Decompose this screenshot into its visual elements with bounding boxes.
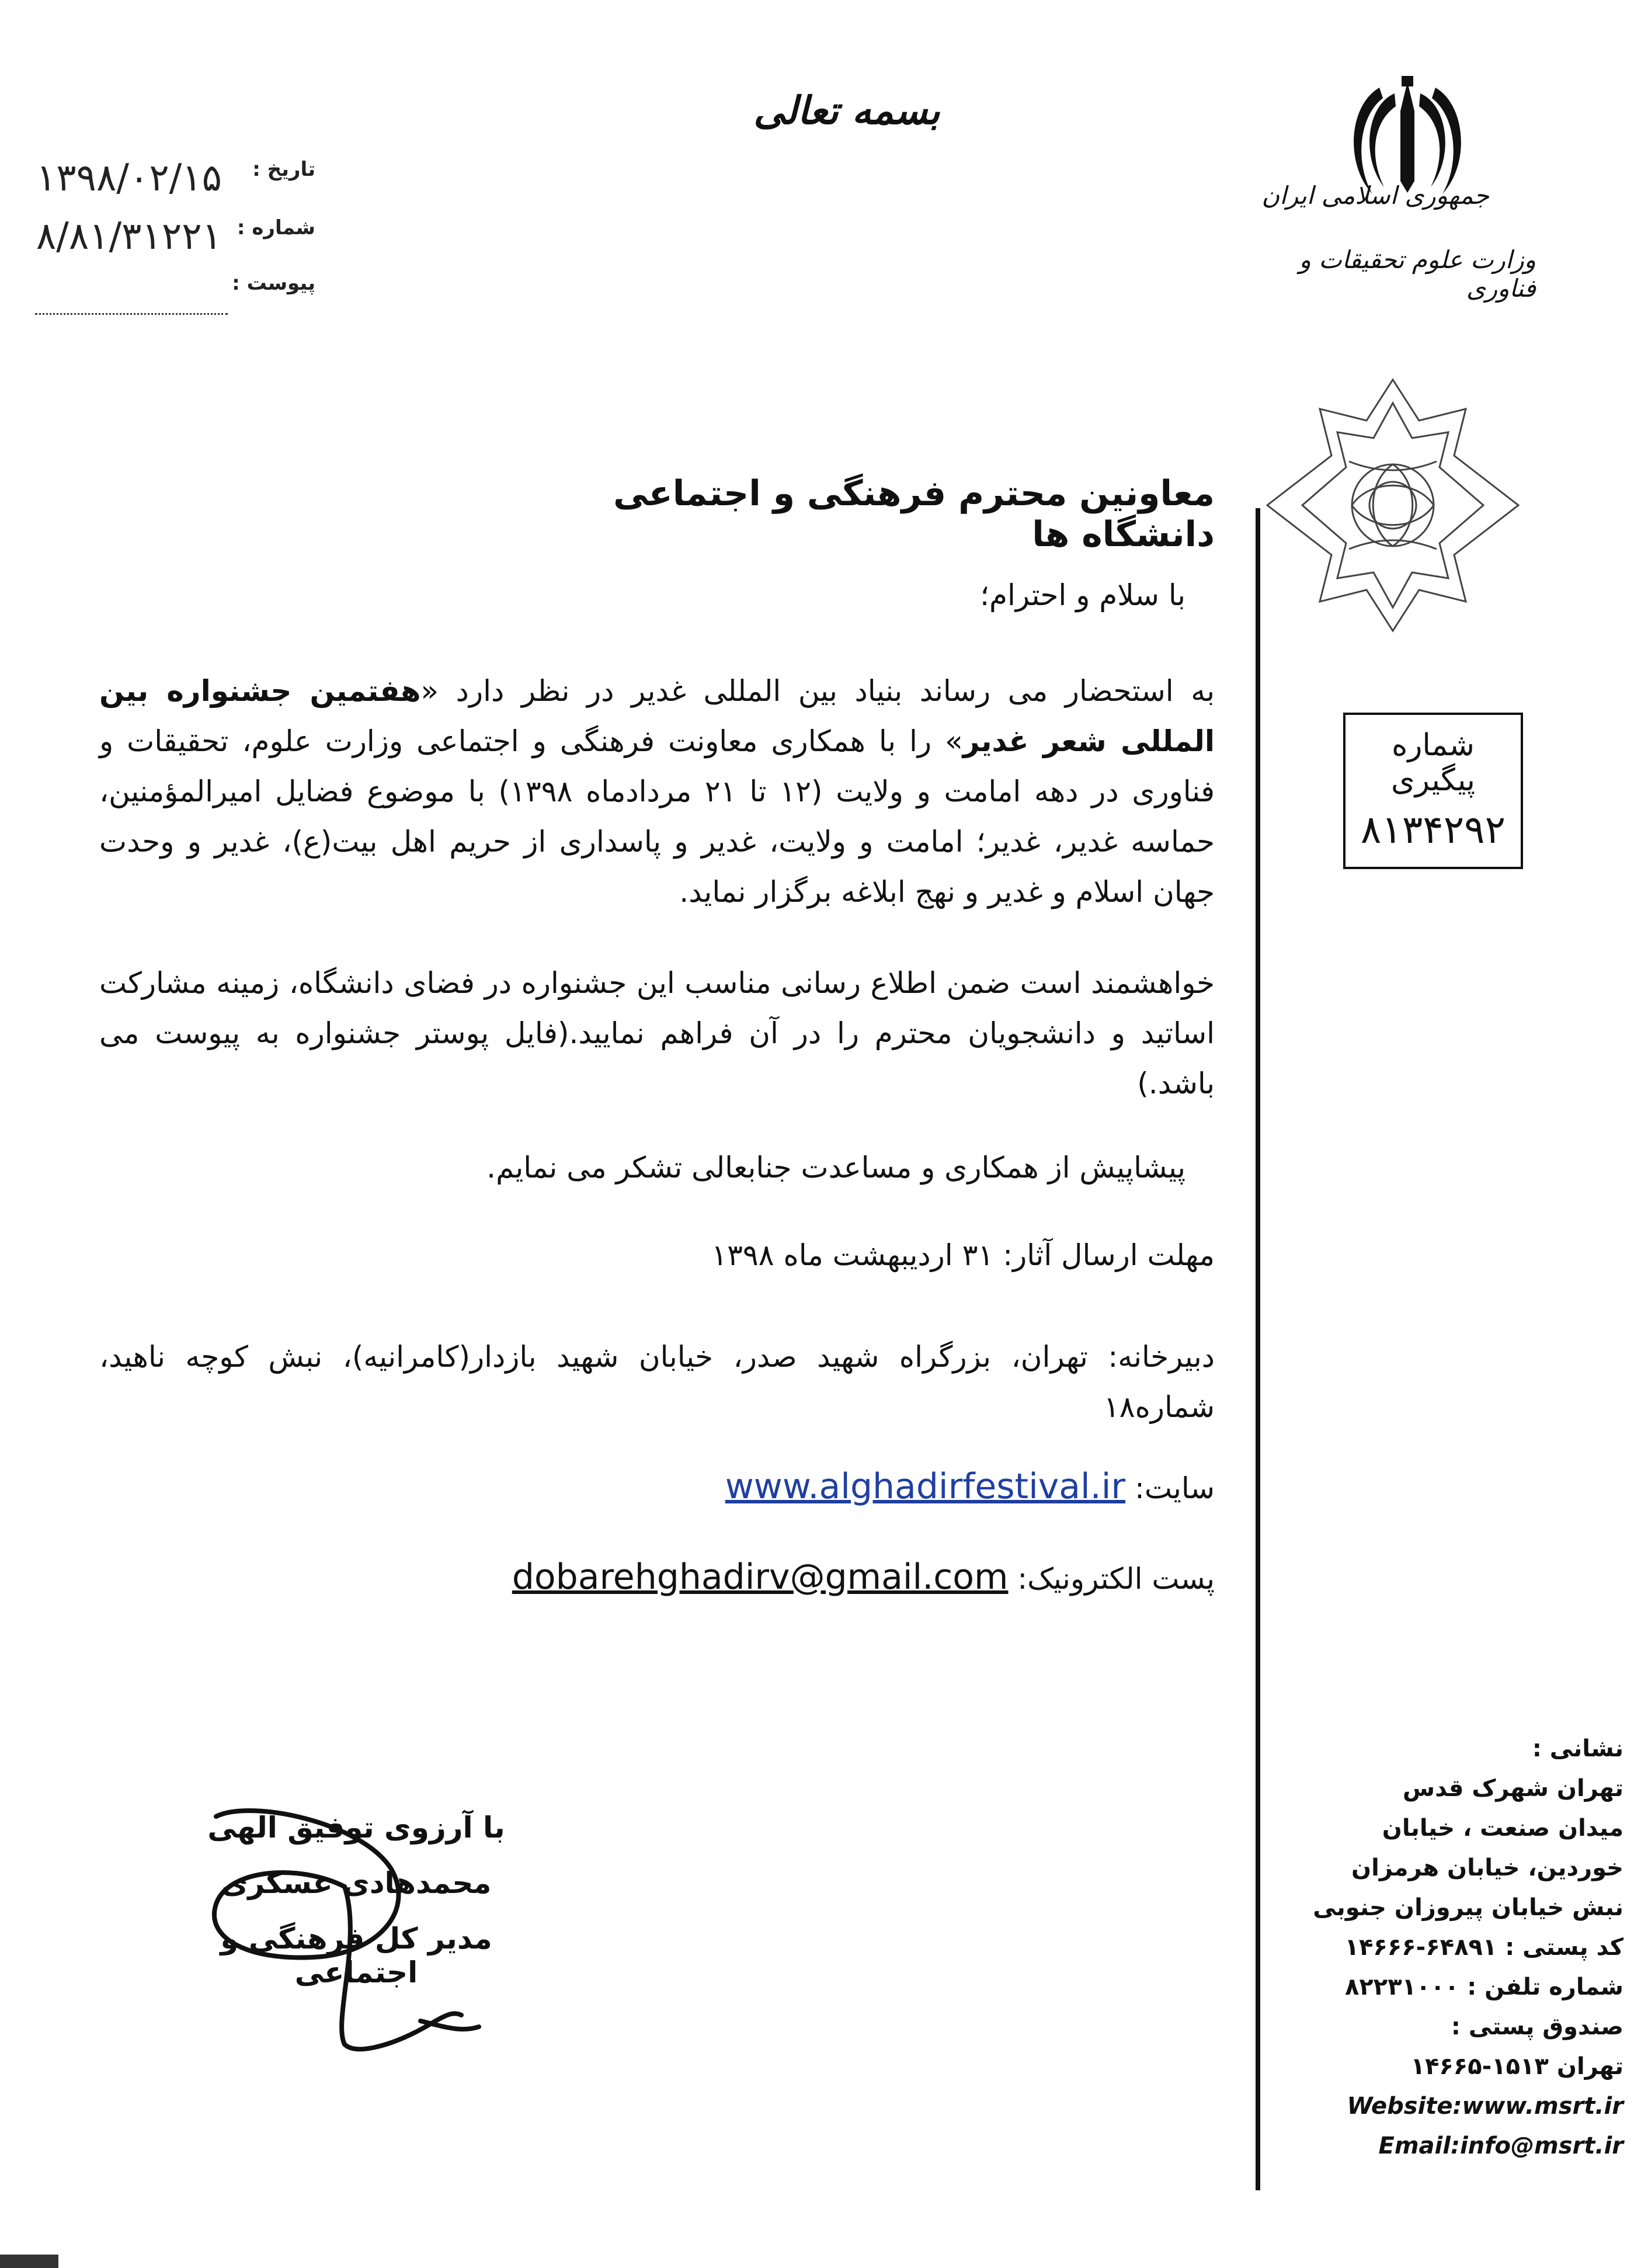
deadline-line: مهلت ارسال آثار: ۳۱ اردیبهشت ماه ۱۳۹۸ bbox=[711, 1238, 1215, 1272]
thanks-line: پیشاپیش از همکاری و مساعدت جنابعالی تشکر می نمایم. bbox=[486, 1151, 1185, 1185]
corner-badge bbox=[0, 2255, 58, 2268]
address-line-1: تهران شهرک قدس bbox=[1402, 1775, 1623, 1802]
tracking-number: ۸۱۳۴۲۹۲ bbox=[1360, 807, 1506, 852]
phone-number: شماره تلفن : ۸۲۲۳۱۰۰۰ bbox=[1344, 1974, 1623, 2000]
address-block bbox=[1296, 1729, 1623, 2166]
paragraph-1-intro: به استحضار می رساند بنیاد بین المللی غدیر در نظر دارد « bbox=[420, 674, 1215, 708]
ornament-icon bbox=[1261, 374, 1524, 637]
email-row bbox=[409, 1557, 1215, 1597]
attachment-dotted-line bbox=[35, 313, 228, 315]
paragraph-2: خواهشمند است ضمن اطلاع رسانی مناسب این جشنواره در فضای دانشگاه، زمینه مشارکت اساتید و دانشجویان محترم را در آن فراهم نمایید.(فایل پوستر جشنواره به پیوست می باشد.) bbox=[99, 966, 1215, 1100]
addressee: معاونین محترم فرهنگی و اجتماعی دانشگاه ها bbox=[613, 473, 1215, 555]
signatory-title: مدیر کل فرهنگی و اجتماعی bbox=[220, 1922, 492, 1989]
tracking-number-box bbox=[1343, 713, 1523, 869]
secretariat-address: دبیرخانه: تهران، بزرگراه شهید صدر، خیابان شهید بازدار(کامرانیه)، نبش کوچه ناهید، شماره۱۸ bbox=[99, 1340, 1215, 1424]
po-box-value: تهران ۱۵۱۳-۱۴۶۶۵ bbox=[1410, 2053, 1623, 2080]
date-label: تاریخ : bbox=[252, 158, 315, 181]
address-title: نشانی : bbox=[1532, 1735, 1623, 1762]
ministry-name: وزارت علوم تحقیقات و فناوری bbox=[1299, 245, 1536, 303]
number-value: ۸/۸۱/۳۱۲۲۱ bbox=[36, 215, 222, 258]
po-box-label: صندوق پستی : bbox=[1451, 2013, 1623, 2040]
postal-code: کد پستی : ۶۴۸۹۱-۱۴۶۶۶ bbox=[1344, 1934, 1623, 1961]
ministry-email[interactable]: Email:info@msrt.ir bbox=[1378, 2132, 1623, 2159]
number-row bbox=[23, 216, 315, 269]
signature-block bbox=[169, 1799, 543, 2068]
tracking-label: شماره پیگیری bbox=[1391, 728, 1475, 798]
attachment-label: پیوست : bbox=[232, 272, 315, 295]
festival-name: هفتمین جشنواره بین المللی شعر غدیر bbox=[99, 674, 1215, 758]
vertical-divider bbox=[1256, 508, 1260, 2190]
website-label: سایت: bbox=[1135, 1471, 1215, 1505]
date-row bbox=[23, 158, 315, 210]
signature-greeting: با آرزوی توفیق الهی bbox=[207, 1811, 505, 1845]
email-label: پست الکترونیک: bbox=[1017, 1562, 1215, 1596]
address-line-2: میدان صنعت ، خیابان bbox=[1382, 1815, 1623, 1842]
paragraph-1 bbox=[99, 666, 1215, 917]
ministry-website[interactable]: Website:www.msrt.ir bbox=[1347, 2093, 1623, 2120]
email-link[interactable]: dobarehghadirv@gmail.com bbox=[512, 1557, 1009, 1597]
signatory-name: محمدهادی عسکری bbox=[221, 1866, 492, 1900]
website-row bbox=[409, 1466, 1215, 1507]
number-label: شماره : bbox=[237, 216, 315, 239]
date-value: ۱۳۹۸/۰۲/۱۵ bbox=[36, 157, 222, 200]
address-line-4: نبش خیابان پیروزان جنوبی bbox=[1313, 1894, 1623, 1921]
website-link[interactable]: www.alghadirfestival.ir bbox=[725, 1466, 1126, 1507]
address-line-3: خوردین، خیابان هرمزان bbox=[1351, 1854, 1623, 1881]
paragraph-1-rest: » را با همکاری معاونت فرهنگی و اجتماعی وزارت علوم، تحقیقات و فناوری در دهه امامت و ولایت (۱۲ تا ۲۱ مردادماه ۱۳۹۸) با موضوع فضایل امیرالمؤمنین، حماسه غدیر، غدیر؛ امامت و ولایت، غدیر و پاسداری از حریم اهل بیت(ع)، غدیر و وحدت جهان اسلام و غدیر و نهج ابلاغه برگزار نماید. bbox=[99, 724, 1215, 909]
attachment-row bbox=[23, 272, 315, 324]
greeting: با سلام و احترام؛ bbox=[980, 578, 1185, 612]
country-name: جمهوری اسلامی ایران bbox=[1261, 181, 1489, 210]
basmele-heading: بسمه تعالی bbox=[753, 88, 940, 133]
